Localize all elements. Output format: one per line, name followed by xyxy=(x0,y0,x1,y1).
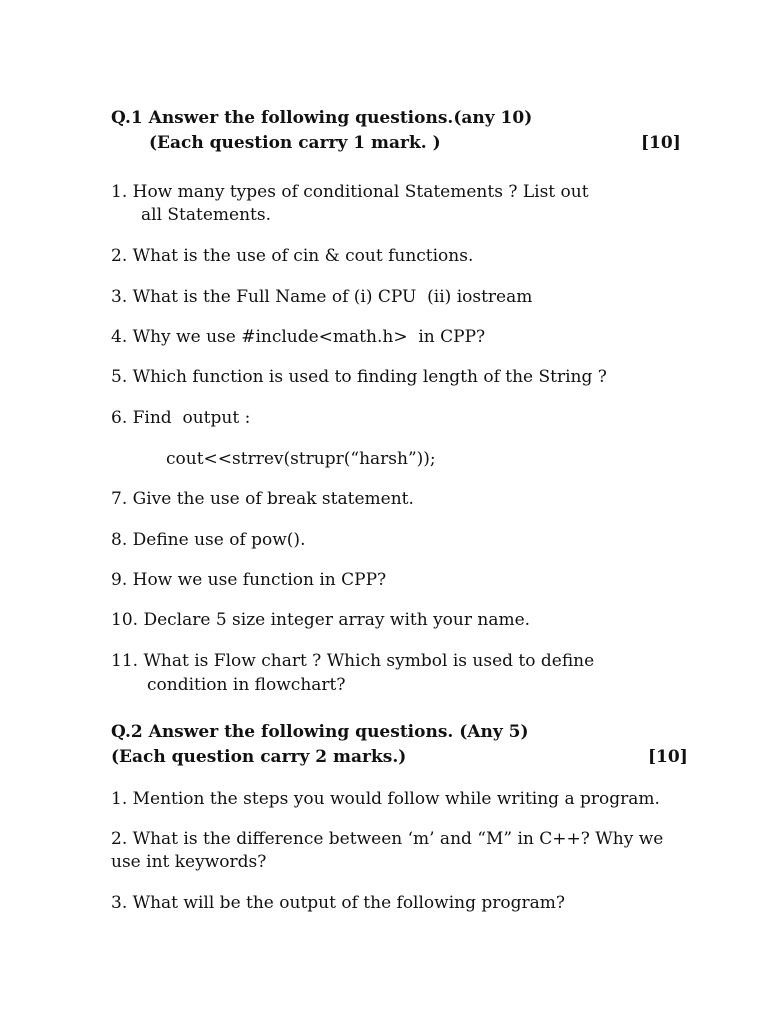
question-1-2: 2. What is the use of cin & cout functions. xyxy=(111,246,474,266)
question-1-6-code: cout<<strrev(strupr(“harsh”)); xyxy=(166,449,436,469)
question-2-3: 3. What will be the output of the following program? xyxy=(111,893,566,913)
question-1-8: 8. Define use of pow(). xyxy=(111,530,306,550)
question-1-10: 10. Declare 5 size integer array with your name. xyxy=(111,610,531,630)
question-2-1: 1. Mention the steps you would follow while writing a program. xyxy=(111,789,660,809)
section1-marks: [10] xyxy=(641,133,681,153)
question-1-3: 3. What is the Full Name of (i) CPU (ii) iostream xyxy=(111,287,533,307)
section1-heading: Q.1 Answer the following questions.(any 10) xyxy=(111,108,533,128)
question-1-7: 7. Give the use of break statement. xyxy=(111,489,414,509)
question-1-6: 6. Find output : xyxy=(111,408,251,428)
question-1-5: 5. Which function is used to finding length of the String ? xyxy=(111,367,607,387)
question-1-11-line2: condition in flowchart? xyxy=(147,675,346,695)
question-1-1-line2: all Statements. xyxy=(141,205,272,225)
question-1-9: 9. How we use function in CPP? xyxy=(111,570,387,590)
section2-heading: Q.2 Answer the following questions. (Any 5) xyxy=(111,722,529,742)
section1-subheading: (Each question carry 1 mark. ) xyxy=(149,133,441,153)
section2-subheading: (Each question carry 2 marks.) xyxy=(111,747,407,767)
question-1-11-line1: 11. What is Flow chart ? Which symbol is used to define xyxy=(111,651,595,671)
question-2-2-line2: use int keywords? xyxy=(111,852,267,872)
question-1-4: 4. Why we use #include<math.h> in CPP? xyxy=(111,327,486,347)
section2-marks: [10] xyxy=(648,747,688,767)
question-1-1-line1: 1. How many types of conditional Statements ? List out xyxy=(111,182,589,202)
question-2-2-line1: 2. What is the difference between ‘m’ and “M” in C++? Why we xyxy=(111,829,664,849)
